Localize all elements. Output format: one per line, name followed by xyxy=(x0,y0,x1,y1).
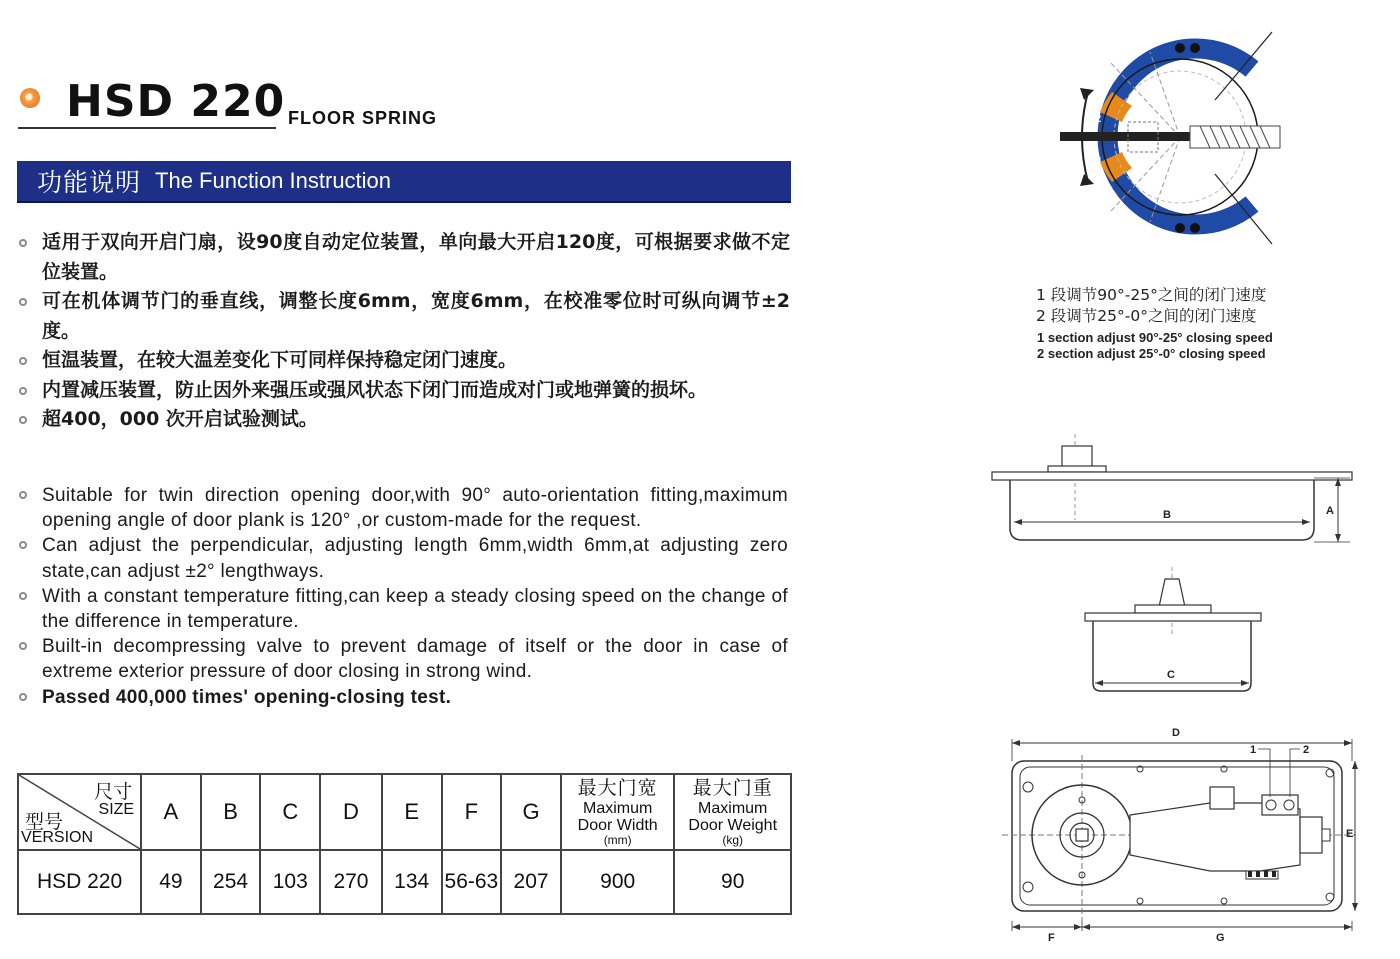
page-title: HSD 220 xyxy=(66,76,286,127)
bullet-icon xyxy=(19,416,27,424)
value-g: 207 xyxy=(501,850,561,914)
list-item xyxy=(18,376,790,406)
list-item xyxy=(18,584,788,634)
column-header-d: D xyxy=(320,774,382,850)
dim-label-d: D xyxy=(1172,727,1180,739)
feature-text: Built-in decompressing valve to prevent damage of itself or the door in case of extreme exterior pressure of door closing in strong wind. xyxy=(42,636,788,683)
legend-cn-1: 1 段调节90°-25°之间的闭门速度 xyxy=(1036,286,1267,304)
dim-label-b: B xyxy=(1163,509,1171,521)
bullet-icon xyxy=(19,642,27,650)
value-f: 56-63 xyxy=(442,850,502,914)
logo-icon xyxy=(20,88,40,108)
spec-table xyxy=(17,773,792,915)
list-item xyxy=(18,634,788,684)
max-width-cn: 最大门宽 xyxy=(577,778,658,799)
size-label-en: SIZE xyxy=(98,801,135,818)
section-title-cn: 功能说明 xyxy=(37,168,142,197)
value-max-width: 900 xyxy=(561,850,675,914)
max-weight-en2: Door Weight xyxy=(688,817,778,834)
front-view-diagram xyxy=(1085,565,1265,695)
size-label-cn: 尺寸 xyxy=(94,782,133,803)
max-weight-unit: (kg) xyxy=(722,833,744,847)
column-header-max-weight xyxy=(674,774,791,850)
features-cn-list xyxy=(18,228,790,435)
value-c: 103 xyxy=(260,850,320,914)
bullet-icon xyxy=(19,693,27,701)
door-leaf-icon xyxy=(1060,132,1190,141)
column-header-f: F xyxy=(442,774,502,850)
version-label-cn: 型号 xyxy=(25,812,64,833)
callout-label-1: 1 xyxy=(1250,744,1257,756)
value-max-weight: 90 xyxy=(674,850,791,914)
legend-cn-2: 2 段调节25°-0°之间的闭门速度 xyxy=(1036,307,1257,325)
value-b: 254 xyxy=(201,850,261,914)
dim-label-e: E xyxy=(1346,828,1354,840)
bullet-icon xyxy=(19,592,27,600)
value-a: 49 xyxy=(141,850,201,914)
list-item xyxy=(18,346,790,376)
zone-label-1-bottom: 1 xyxy=(1101,195,1108,207)
column-header-e: E xyxy=(382,774,442,850)
bullet-icon xyxy=(19,239,27,247)
column-header-c: C xyxy=(260,774,320,850)
side-view-diagram xyxy=(988,430,1358,550)
feature-text: Suitable for twin direction opening door,with 90° auto-orientation fitting,maximum opening angle of door plank is 120° ,or custom-made for the request. xyxy=(42,485,788,532)
version-label-en: VERSION xyxy=(21,829,94,846)
feature-text: With a constant temperature fitting,can keep a steady closing speed on the change of the difference in temperature. xyxy=(42,585,788,633)
bullet-icon xyxy=(19,357,27,365)
feature-text: Passed 400,000 times' opening-closing test. xyxy=(42,686,452,708)
bullet-icon xyxy=(19,541,27,549)
list-item xyxy=(18,287,790,346)
column-header-max-width xyxy=(561,774,675,850)
feature-text: 恒温装置，在较大温差变化下可同样保持稳定闭门速度。 xyxy=(42,349,518,371)
section-title-en: The Function Instruction xyxy=(155,168,392,193)
list-item xyxy=(18,533,788,583)
bullet-icon xyxy=(19,387,27,395)
dim-label-c: C xyxy=(1167,669,1175,681)
max-weight-cn: 最大门重 xyxy=(692,778,773,799)
section-header xyxy=(17,161,791,203)
column-header-g: G xyxy=(501,774,561,850)
feature-text: 超400，000 次开启试验测试。 xyxy=(42,408,318,430)
legend-en-1: 1 section adjust 90°-25° closing speed xyxy=(1037,330,1273,345)
zone-label-2-bottom: 2 xyxy=(1095,155,1102,167)
dim-label-g: G xyxy=(1216,932,1225,944)
features-en-list xyxy=(18,483,788,710)
bullet-icon xyxy=(19,298,27,306)
column-header-b: B xyxy=(201,774,261,850)
list-item xyxy=(18,685,788,710)
table-row xyxy=(18,850,791,914)
dim-label-f: F xyxy=(1048,932,1055,944)
callout-label-2: 2 xyxy=(1303,744,1310,756)
bullet-icon xyxy=(19,491,27,499)
feature-text: 适用于双向开启门扇，设90度自动定位装置，单向最大开启120度，可根据要求做不定位装置。 xyxy=(42,231,790,283)
max-width-en2: Door Width xyxy=(577,817,658,834)
feature-text: 可在机体调节门的垂直线，调整长度6mm，宽度6mm，在校准零位时可纵向调节±2度。 xyxy=(42,290,790,342)
zone-label-1-top: 1 xyxy=(1101,70,1108,82)
list-item xyxy=(18,483,788,533)
feature-text: 内置减压装置，防止因外来强压或强风状态下闭门而造成对门或地弹簧的损坏。 xyxy=(42,378,708,401)
max-weight-en1: Maximum xyxy=(698,800,768,817)
column-header-a: A xyxy=(141,774,201,850)
dim-label-a: A xyxy=(1326,505,1334,517)
model-cell: HSD 220 xyxy=(18,850,141,914)
table-header-row xyxy=(18,774,791,850)
value-e: 134 xyxy=(382,850,442,914)
closing-speed-diagram xyxy=(1050,22,1310,254)
table-corner-cell xyxy=(18,774,141,850)
list-item xyxy=(18,228,790,287)
max-width-en1: Maximum xyxy=(583,800,653,817)
list-item xyxy=(18,405,790,435)
legend-en-2: 2 section adjust 25°-0° closing speed xyxy=(1037,346,1266,361)
product-type: FLOOR SPRING xyxy=(288,108,438,128)
zone-label-2-top: 2 xyxy=(1095,113,1102,125)
max-width-unit: (mm) xyxy=(603,833,632,847)
top-view-diagram xyxy=(1000,725,1365,947)
value-d: 270 xyxy=(320,850,382,914)
feature-text: Can adjust the perpendicular, adjusting length 6mm,width 6mm,at adjusting zero state,can adjust ±2° lengthways. xyxy=(42,535,788,582)
title-underline xyxy=(18,127,276,129)
